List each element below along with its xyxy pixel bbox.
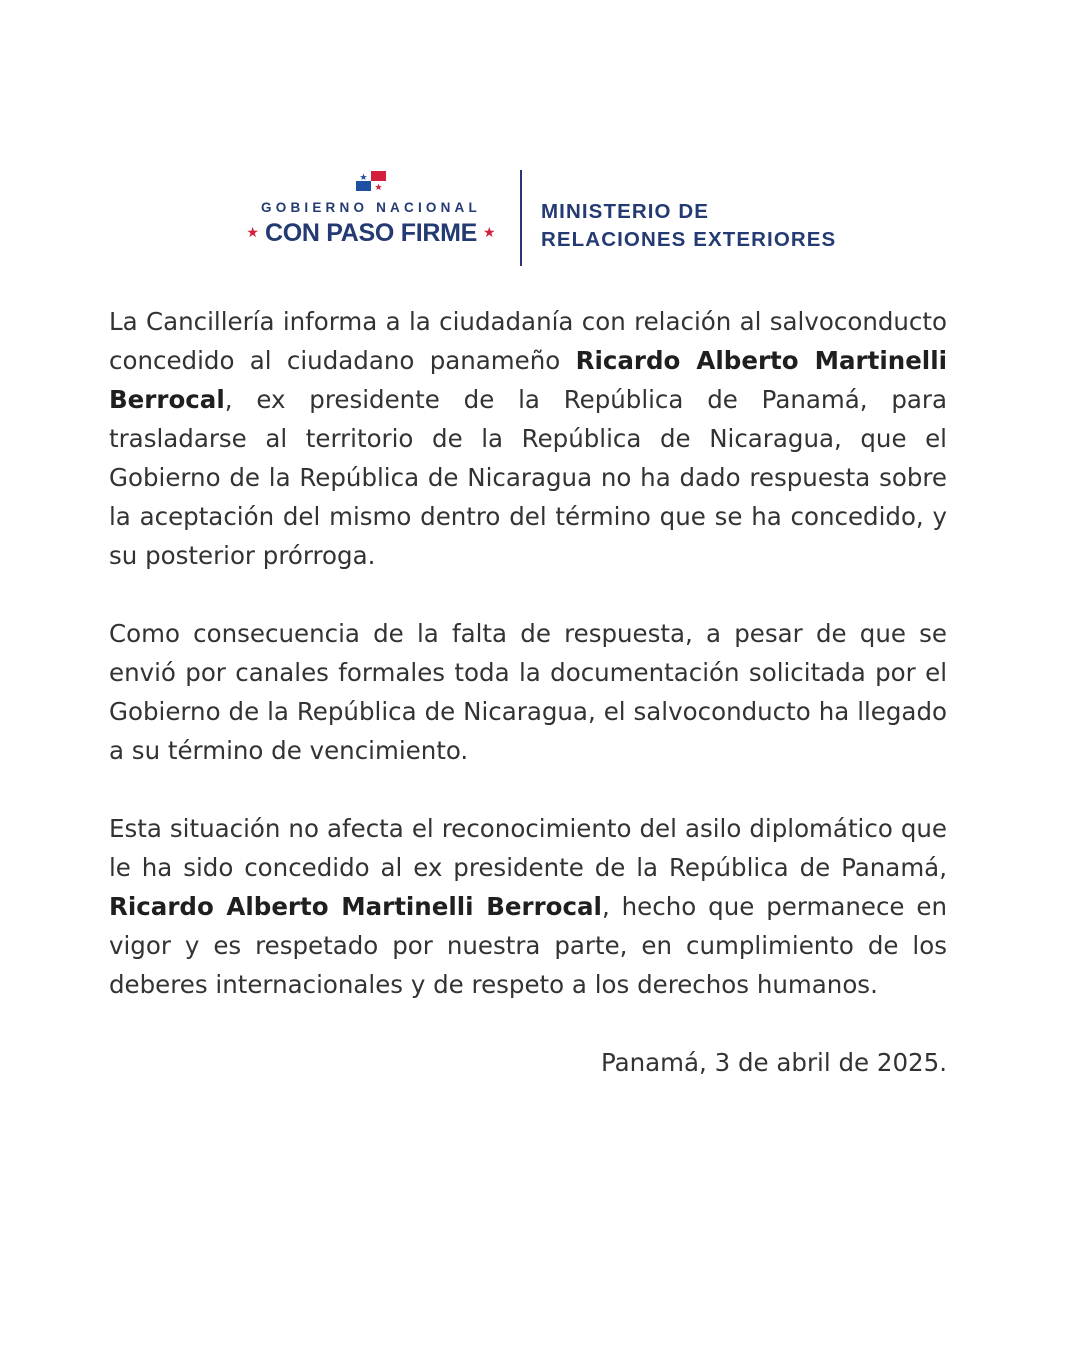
ministry-name xyxy=(541,198,836,254)
logo-divider xyxy=(520,170,522,266)
statement-body xyxy=(109,302,947,1082)
ministry-line-2: RELACIONES EXTERIORES xyxy=(541,228,837,251)
ministry-line-1: MINISTERIO DE xyxy=(541,200,710,223)
government-slogan: CON PASO FIRME xyxy=(264,219,477,247)
star-icon: ★ xyxy=(246,225,259,241)
person-name: Ricardo Alberto Martinelli Berrocal xyxy=(109,346,948,414)
panama-flag-icon xyxy=(356,171,386,191)
star-icon: ★ xyxy=(483,225,496,241)
person-name: Ricardo Alberto Martinelli Berrocal xyxy=(109,892,602,921)
paragraph-1: La Cancillería informa a la ciudadanía con relación al salvoconducto concedido al ciudadano panameño Ricardo Alberto Martinelli Berrocal, ex presidente de la República de Panamá, para trasladarse al territorio de la República de Nicaragua, que el Gobierno de la República de Nicaragua no ha dado respuesta sobre la aceptación del mismo dentro del término que se ha concedido, y su posterior prórroga. xyxy=(109,307,948,570)
government-logo xyxy=(238,168,504,264)
paragraph-2: Como consecuencia de la falta de respuesta, a pesar de que se envió por canales formales toda la documentación solicitada por el Gobierno de la República de Nicaragua, el salvoconducto ha llegado a su término de vencimiento. xyxy=(109,619,947,765)
place-and-date: Panamá, 3 de abril de 2025. xyxy=(600,1048,947,1077)
government-slogan-row xyxy=(238,219,504,248)
letterhead xyxy=(0,168,1080,268)
government-name: GOBIERNO NACIONAL xyxy=(261,200,481,215)
paragraph-3: Esta situación no afecta el reconocimiento del asilo diplomático que le ha sido concedido al ex presidente de la República de Panamá, Ricardo Alberto Martinelli Berrocal, hecho que permanece en vigor y es respetado por nuestra parte, en cumplimiento de los deberes internacionales y de respeto a los derechos humanos. xyxy=(109,814,947,999)
